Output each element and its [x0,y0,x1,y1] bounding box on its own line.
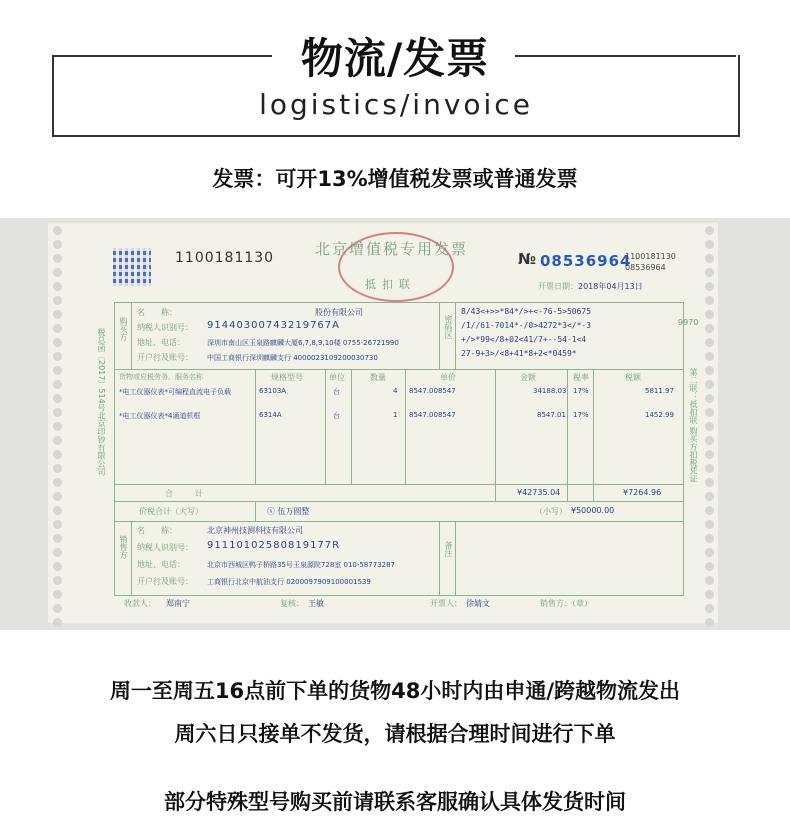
perforation-hole [705,268,714,277]
item-2-amount: 8547.01 [537,411,566,419]
perforation-hole [53,408,62,417]
perforation-hole [705,282,714,291]
seller-field-taxid: 纳税人识别号： [137,543,193,552]
total-label: 合 计 [165,489,205,498]
item-2-name: *电工仪器仪表*4通道机框 [119,412,201,420]
item-1-price: 8547.008547 [409,387,456,395]
seller-address: 北京市西城区鸭子桥路35号玉泉源院728室 010-58773287 [207,561,396,569]
perforation-hole [705,562,714,571]
header-amount: 金额 [520,373,536,382]
invoice-date [538,281,643,292]
shipping-note-weekday: 周一至周五16点前下单的货物48小时内由申通/跨越物流发出 [109,679,681,703]
page-title-english: logistics/invoice [259,88,533,121]
invoice-number-small [625,251,676,273]
invoice-number-mark: № [518,250,537,268]
col-divider-model [255,369,256,484]
seller-bank: 工商银行北京中航油支行 0200097909100001539 [207,578,371,586]
remark-divider-right [455,521,456,595]
invoice-copy-label: 抵扣联 [365,278,416,291]
cipher-divider-right [455,303,456,369]
perforation-hole [705,604,714,613]
remark-label: 备注 [444,541,453,557]
perforation-hole [705,590,714,599]
perforation-hole [53,520,62,529]
seller-label: 销售方 [119,535,128,559]
seller-name: 北京神州技测科技有限公司 [207,526,303,535]
item-2-rate: 17% [573,411,589,419]
payee-value: 郑南宁 [166,599,190,608]
cipher-divider-left [439,303,440,369]
header-unit: 单位 [329,373,345,382]
date-label: 开票日期： [538,282,578,291]
invoice-form [70,218,699,623]
perforation-hole [53,254,62,263]
perforation-hole [705,478,714,487]
seller-field-address: 地址、电话： [137,560,185,569]
cipher-line-4: 27-9+3>/<8+41*8+2<*0459* [461,349,577,358]
item-2-qty: 1 [393,411,398,419]
perforation-hole [53,366,62,375]
seller-taxid: 91110102580819177R [207,540,341,551]
col-divider-rate [567,369,568,501]
invoice-subtitle: 发票：可开13%增值税发票或普通发票 [212,167,578,191]
cipher-line-2: /1//61-7014*-/0>4272*3</*-3 [461,321,592,330]
buyer-bank: 中国工商银行深圳麒麟支行 4000023109200030730 [207,354,378,362]
perforation-hole [53,394,62,403]
header-price: 单价 [440,373,456,382]
perforation-hole [53,436,62,445]
sum-label: 价税合计（大写） [139,507,203,516]
perforation-left [48,218,66,630]
perforation-hole [53,604,62,613]
perforation-hole [705,436,714,445]
col-divider-tax [593,369,594,501]
perforation-hole [705,310,714,319]
item-1-qty: 4 [393,387,398,395]
invoice-number-small-code: 1100181130 [625,252,676,261]
perforation-hole [705,254,714,263]
cipher-line-1: 8/43<+>>*84*/>+<-76-5>50675 [461,307,592,316]
perforation-hole [53,548,62,557]
perforation-hole [53,296,62,305]
invoice-number-small-no: 08536964 [625,263,666,272]
col-divider-price [405,369,406,484]
payee-label: 收款人： [124,599,156,608]
perforation-hole [705,464,714,473]
sum-small: ¥50000.00 [571,506,615,515]
item-1-tax: 5811.97 [645,387,674,395]
cipher-line-3: +/>*99</8+02<41/7+--54-1<4 [461,335,587,344]
buyer-field-taxid: 纳税人识别号： [137,323,193,332]
perforation-hole [53,478,62,487]
page-title: 物流/发票 [300,34,490,83]
perforation-hole [705,324,714,333]
item-2-unit: 台 [333,412,340,420]
reviewer-label: 复核： [280,599,304,608]
invoice-title: 北京增值税专用发票 [315,240,469,258]
perforation-hole [705,408,714,417]
perforation-hole [53,422,62,431]
perforation-hole [53,618,62,627]
perforation-hole [53,534,62,543]
perforation-hole [53,352,62,361]
perforation-hole [53,310,62,319]
header-model: 规格型号 [271,373,303,382]
seller-divider [131,521,132,595]
perforation-hole [53,226,62,235]
perforation-hole [705,380,714,389]
perforation-hole [705,296,714,305]
buyer-divider [131,303,132,369]
date-value: 2018年04月13日 [578,282,643,291]
perforation-hole [705,534,714,543]
buyer-name: 股份有限公司 [315,308,363,317]
perforation-hole [705,226,714,235]
perforation-hole [705,394,714,403]
shipping-note-weekend: 周六日只接单不发货，请根据合理时间进行下单 [174,722,616,746]
perforation-hole [705,240,714,249]
invoice-photo [0,218,790,630]
remark-divider-left [439,521,440,595]
total-tax: ¥7264.96 [623,488,662,497]
item-1-rate: 17% [573,387,589,395]
side-text-right: 第二联：抵扣联 购买方扣税凭证 [689,368,698,483]
perforation-hole [705,366,714,375]
buyer-label: 购买方 [119,317,128,341]
perforation-hole [705,576,714,585]
perforation-hole [53,506,62,515]
perforation-hole [53,450,62,459]
side-text-left: 税总函〔2017〕514号北京印钞有限公司 [97,328,106,476]
side-stamp: 9970 [678,318,699,327]
perforation-hole [705,506,714,515]
perforation-hole [705,520,714,529]
item-1-model: 63103A [259,387,287,395]
sum-small-label: （小写） [535,507,567,516]
buyer-taxid: 91440300743219767A [207,320,340,331]
perforation-hole [705,338,714,347]
item-2-price: 8547.008547 [409,411,456,419]
perforation-hole [705,492,714,501]
perforation-hole [705,618,714,627]
total-row-divider [115,484,683,485]
perforation-hole [705,548,714,557]
buyer-field-name: 名 称： [137,308,177,317]
invoice-code: 1100181130 [175,250,275,266]
perforation-hole [53,492,62,501]
perforation-hole [705,352,714,361]
seller-field-name: 名 称： [137,526,177,535]
header-tax: 税额 [625,373,641,382]
perforation-hole [53,324,62,333]
header-qty: 数量 [370,373,386,382]
buyer-block [115,303,683,370]
buyer-field-address: 地址、电话： [137,338,185,347]
perforation-hole [53,282,62,291]
drawer-label: 开票人： [430,599,462,608]
seller-sign-label: 销售方：（章） [540,599,592,608]
total-amount: ¥42735.04 [517,488,561,497]
sum-divider [255,501,256,521]
buyer-address: 深圳市南山区玉泉路麒麟大厦6,7,8,9,10楼 0755-26721990 [207,339,399,347]
item-2-model: 6314A [259,411,282,419]
perforation-hole [53,576,62,585]
perforation-hole [53,590,62,599]
item-1-unit: 台 [333,388,340,396]
perforation-hole [53,380,62,389]
sum-caps: ⓧ 伍万圆整 [267,507,310,516]
buyer-field-bank: 开户行及账号： [137,353,193,362]
item-2-tax: 1452.99 [645,411,674,419]
item-1-name: *电工仪器仪表*可编程直流电子负载 [119,388,231,396]
perforation-hole [53,268,62,277]
seller-field-bank: 开户行及账号： [137,577,193,586]
invoice-frame [114,302,684,596]
header-name: 货物或应税劳务、服务名称 [119,373,203,381]
invoice-number: 08536964 [540,252,632,270]
perforation-hole [53,338,62,347]
perforation-hole [53,562,62,571]
drawer-value: 徐婧文 [466,599,490,608]
col-divider-unit [325,369,326,484]
perforation-hole [53,240,62,249]
col-divider-qty [351,369,352,484]
col-divider-amount [495,369,496,501]
perforation-right [700,218,718,630]
perforation-hole [705,450,714,459]
perforation-hole [53,464,62,473]
reviewer-value: 王敏 [308,599,324,608]
header-rate: 税率 [573,373,589,382]
perforation-hole [705,422,714,431]
qr-code-overlay [113,248,151,286]
cipher-label: 密码区 [444,315,453,339]
item-1-amount: 34188.03 [533,387,567,395]
shipping-note-special: 部分特殊型号购买前请联系客服确认具体发货时间 [164,790,626,814]
